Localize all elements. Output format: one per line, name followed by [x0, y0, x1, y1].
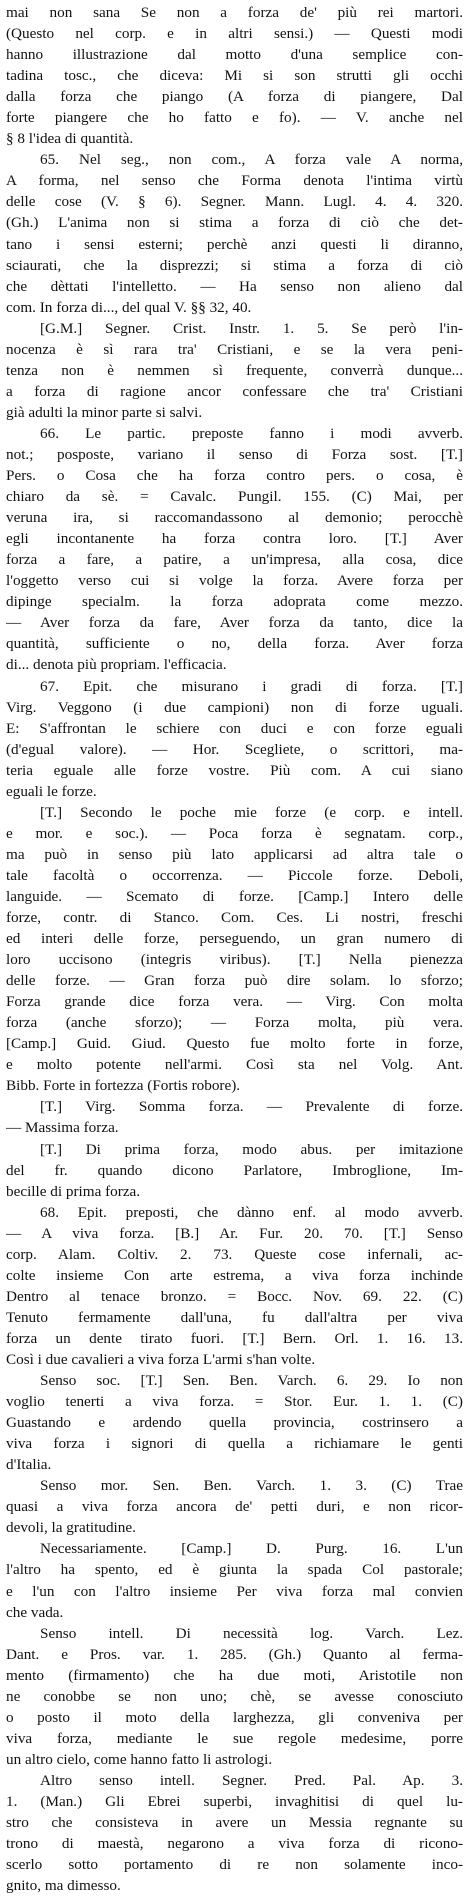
text-line: Virg. Veggono (i due campioni) non di forze uguali. — [6, 698, 463, 716]
text-line: [T.] Virg. Somma forza. — Prevalente di forze. — [40, 1098, 463, 1116]
text-line: E: S'affrontan le schiere con duci e con forze eguali — [6, 719, 463, 737]
text-line: forze, contr. di Stanco. Com. Ces. Li nostri, freschi — [6, 909, 463, 927]
text-line: 68. Epit. preposti, che dànno enf. al modo avverb. — [40, 1203, 463, 1221]
text-line: gnito, ma dimesso. — [6, 1877, 121, 1895]
text-line: veruna ira, si raccomandassono al demonio; perocchè — [6, 509, 463, 527]
text-line: Forza grande dice forza vera. — Virg. Con molta — [6, 993, 463, 1011]
text-line: ma può in senso più lato applicarsi ad altra tale o — [6, 845, 463, 863]
text-line: 65. Nel seg., non com., A forza vale A norma, — [40, 151, 463, 169]
text-line: devoli, la gratitudine. — [6, 1519, 136, 1537]
text-line: — A viva forza. [B.] Ar. Fur. 20. 70. [T.] Senso — [6, 1224, 463, 1242]
text-line: sciaurati, che la disprezzi; si stima a forza di ciò — [6, 256, 463, 274]
text-line: com. In forza di..., del qual V. §§ 32, 40. — [6, 298, 252, 316]
text-line: 67. Epit. che misurano i gradi di forza. [T.] — [40, 677, 463, 695]
text-line: delle cose (V. § 6). Segner. Mann. Lugl. 4. 4. 320. — [6, 193, 463, 211]
text-line: trono di maestà, negarono a viva forza di ricono- — [6, 1835, 463, 1853]
text-line: dipinge specialm. la forza adoprata come mezzo. — [6, 593, 463, 611]
text-line: già adulti la minor parte si salvi. — [6, 403, 203, 421]
text-line: voglio tenerti a viva forza. = Stor. Eur. 1. 1. (C) — [6, 1393, 463, 1411]
text-line: quasi a viva forza ancora de' petti duri, e non ricor- — [6, 1498, 463, 1516]
text-line: becille di prima forza. — [6, 1182, 141, 1200]
text-line: stro che consisteva in avere un Messia regnante su — [6, 1814, 463, 1832]
text-line: che dèttati l'intelletto. — Ha senso non alieno dal — [6, 277, 463, 295]
text-line: 66. Le partic. preposte fanno i modi avverb. — [40, 424, 463, 442]
text-line: [Camp.] Guid. Giud. Questo fue molto forte in forze, — [6, 1035, 463, 1053]
text-line: forza un dente tirato fuori. [T.] Bern. Orl. 1. 16. 13. — [6, 1329, 463, 1347]
text-line: tadina tosc., che diceva: Mi si son strutti gli occhi — [6, 67, 463, 85]
text-line: delle forze. — Gran forza può dire solam. lo sforzo; — [6, 972, 463, 990]
text-line: Pers. o Cosa che ha forza contro pers. o cosa, è — [6, 467, 463, 485]
text-line: dalla forza che piango (A forza di piangere, Dal — [6, 88, 463, 106]
text-line: loro uccisono (integris viribus). [T.] Nella pienezza — [6, 951, 463, 969]
text-line: che vada. — [6, 1603, 64, 1621]
text-line: a forza di ragione ancor confessare che tra' Cristiani — [6, 382, 463, 400]
text-line: forza (anche sforzo); — Forza molta, più vera. — [6, 1014, 463, 1032]
text-line: scerlo sotto portamento di re non solamente inco- — [6, 1856, 463, 1874]
text-line: — Aver forza da fare, Aver forza da tanto, dice la — [6, 614, 463, 632]
text-line: languide. — Scemato di forze. [Camp.] Intero delle — [6, 887, 463, 905]
text-line: [G.M.] Segner. Crist. Instr. 1. 5. Se però l'in- — [40, 319, 463, 337]
text-line: (Questo nel corp. e in altri sensi.) — Questi modi — [6, 25, 463, 43]
text-line: l'altro ha spento, ed è giunta la spada Col pastorale; — [6, 1561, 463, 1579]
text-line: ed interi delle forze, perseguendo, un gran numero di — [6, 930, 463, 948]
text-line: teria eguale alle forze vostre. Più com. A cui siano — [6, 761, 463, 779]
text-line: viva forza, mediante le sue regole medesime, porre — [6, 1729, 463, 1747]
text-line: tenza non è nemmen sì frequente, converrà dunque... — [6, 361, 463, 379]
text-line: mai non sana Se non a forza de' più rei martori. — [6, 4, 463, 21]
text-line: e l'un con l'altro insieme Per viva forza mal convien — [6, 1582, 463, 1600]
text-line: Dentro al tenace bronzo. = Bocc. Nov. 69. 22. (C) — [6, 1287, 463, 1305]
text-line: forte piangere che ho fatto e fo). — V. anche nel — [6, 109, 463, 127]
text-line: [T.] Di prima forza, modo abus. per imitazione — [40, 1140, 463, 1158]
text-line: Altro senso intell. Segner. Pred. Pal. Ap. 3. — [40, 1771, 463, 1789]
text-line: A forma, nel senso che Forma denota l'intima virtù — [6, 172, 463, 190]
text-line: egli incontanente ha forza contra loro. [T.] Aver — [6, 530, 463, 548]
text-line: Senso intell. Di necessità log. Varch. Lez. — [40, 1624, 463, 1642]
text-line: Guastando e ardendo quella provincia, costrinsero a — [6, 1414, 463, 1432]
text-line: Dant. e Pros. var. 1. 285. (Gh.) Quanto al ferma- — [6, 1645, 463, 1663]
text-line: tano i sensi esterni; perchè anzi questi li diranno, — [6, 235, 463, 253]
text-line: Senso mor. Sen. Ben. Varch. 1. 3. (C) Trae — [40, 1477, 463, 1495]
text-line: colte insieme Con arte estrema, a viva forza inchinde — [6, 1266, 463, 1284]
text-line: not.; posposte, variano il senso di Forza sost. [T.] — [6, 445, 463, 463]
text-line: (d'egual valore). — Hor. Scegliete, o scrittori, ma- — [6, 740, 463, 758]
text-line: Necessariamente. [Camp.] D. Purg. 16. L'un — [40, 1540, 463, 1558]
text-line: ne conobbe se non uno; chè, se avesse conosciuto — [6, 1687, 463, 1705]
text-line: Bibb. Forte in fortezza (Fortis robore). — [6, 1077, 241, 1095]
text-line: § 8 l'idea di quantità. — [6, 130, 134, 148]
text-line: eguali le forze. — [6, 782, 97, 800]
text-line: chiaro da sè. = Cavalc. Pungil. 155. (C) Mai, per — [6, 488, 463, 506]
text-line: — Massima forza. — [6, 1119, 119, 1137]
text-line: hanno illustrazione dal motto d'una semplice con- — [6, 46, 463, 64]
text-line: [T.] Secondo le poche mie forze (e corp. e intell. — [40, 803, 463, 821]
text-line: di... denota più propriam. l'efficacia. — [6, 656, 227, 674]
text-line: corp. Alam. Coltiv. 2. 73. Queste cose infernali, ac- — [6, 1245, 463, 1263]
text-line: quantità, sufficiente o no, della forza. Aver forza — [6, 635, 463, 653]
text-line: e mor. e soc.). — Poca forza è segnatam. corp., — [6, 824, 463, 842]
text-line: nocenza è sì rara tra' Cristiani, e se la vera peni- — [6, 340, 463, 358]
text-line: Così i due cavalieri a viva forza L'armi s'han volte. — [6, 1351, 316, 1368]
text-line: d'Italia. — [6, 1456, 52, 1474]
text-line: e molto potente nell'armi. Così sta nel Volg. Ant. — [6, 1056, 463, 1074]
text-line: Tenuto fermamente dall'una, fu dall'altra per viva — [6, 1308, 463, 1326]
text-line: 1. (Man.) Gli Ebrei superbi, invaghitisi di quel lu- — [6, 1792, 463, 1810]
text-line: forza a fare, a patire, a un'impresa, alla cosa, dice — [6, 551, 463, 569]
text-line: viva forza i signori di quella a richiamare le genti — [6, 1435, 463, 1453]
text-line: o posto il moto della larghezza, gli conveniva per — [6, 1708, 463, 1726]
text-line: Senso soc. [T.] Sen. Ben. Varch. 6. 29. Io non — [40, 1372, 463, 1390]
text-line: del fr. quando dicono Parlatore, Imbroglione, Im- — [6, 1161, 463, 1179]
text-line: un altro cielo, come hanno fatto li astrologi. — [6, 1750, 273, 1768]
text-line: l'oggetto verso cui si volge la forza. Avere forza per — [6, 572, 463, 590]
text-line: mento (firmamento) che ha due moti, Aristotile non — [6, 1666, 463, 1684]
text-line: tale facoltà o occorrenza. — Piccole forze. Deboli, — [6, 866, 463, 884]
text-line: (Gh.) L'anima non si stima a forza di ciò che det- — [6, 214, 463, 232]
